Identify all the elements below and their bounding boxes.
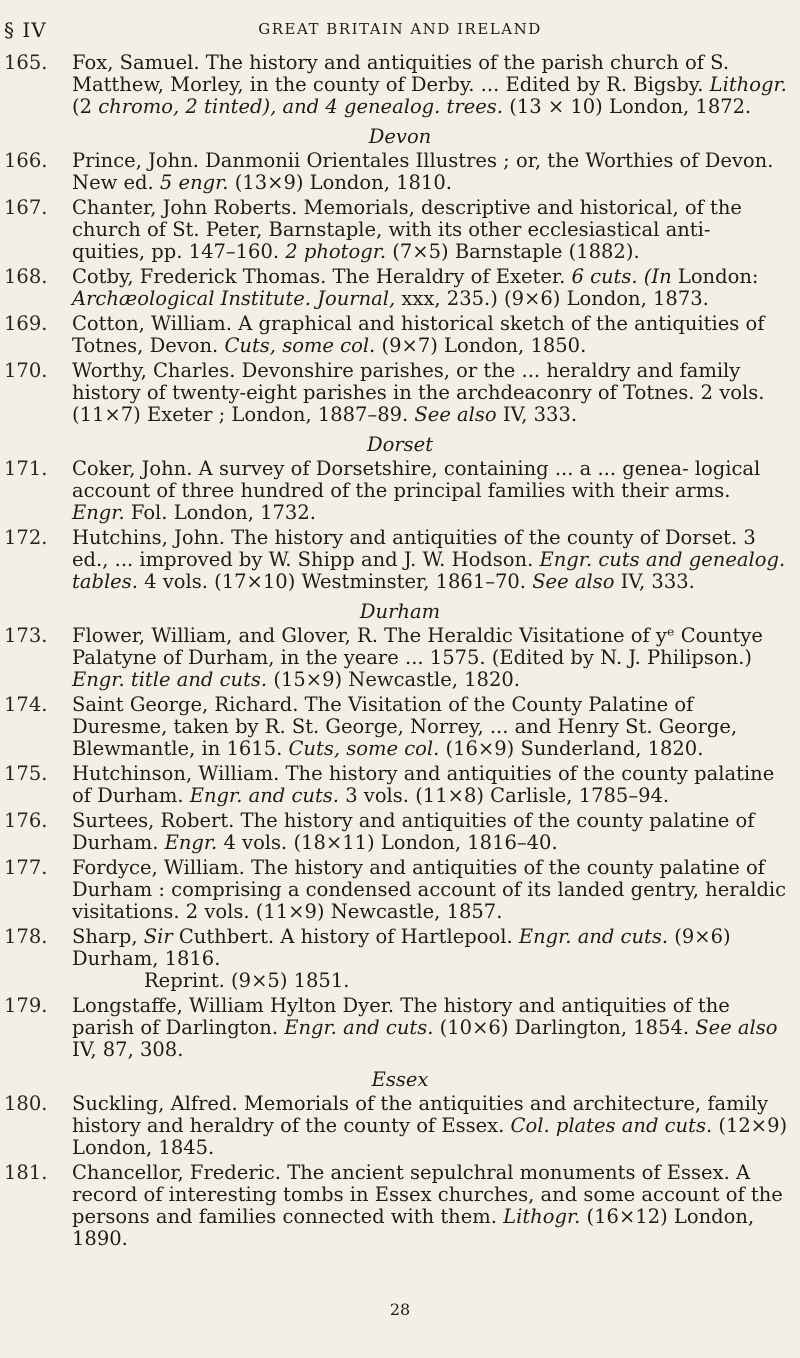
section-heading-essex: Essex: [371, 1068, 429, 1091]
entry-segment: Coker, John. A survey of Dorsetshire, containing ... a ... genea- logical account of three hundred of the principal families with their arms.: [72, 457, 761, 502]
entry-segment: (16×9) Sunderland, 1820.: [439, 737, 704, 760]
catalogue-entry: [0, 150, 800, 194]
entry-text: [72, 313, 788, 357]
entry-text: [72, 266, 788, 310]
entry-italic-segment: Engr. title and cuts.: [72, 668, 268, 691]
catalogue-entry: [0, 857, 800, 923]
entry-segment: Worthy, Charles. Devonshire parishes, or the ... heraldry and family history of twenty-eight parishes in the archdeaconry of Totnes. 2 vols. (11×7) Exeter ; London, 1887–89.: [72, 359, 765, 426]
entry-text: [72, 52, 788, 118]
entry-italic-segment: Engr. and cuts.: [189, 784, 339, 807]
entry-text: [72, 360, 788, 426]
entry-segment: Longstaffe, William Hylton Dyer. The history and antiquities of the parish of Darlington.: [72, 994, 730, 1039]
entries-group-durham: [0, 625, 800, 1064]
page-header: [0, 10, 800, 46]
entry-text: [72, 694, 788, 760]
entry-number: 174.: [4, 693, 48, 716]
section-heading-durham: Durham: [359, 600, 441, 623]
catalogue-entry: [0, 266, 800, 310]
entry-italic-segment: See also: [532, 570, 615, 593]
entry-segment: Flower, William, and Glover, R. The Heraldic Visitatione of yᵉ Countye Palatyne of Durham, in the yeare ... 1575. (Edited by N. J. Philipson.): [72, 624, 763, 669]
entry-number: 175.: [4, 762, 48, 785]
entry-number: 165.: [4, 51, 48, 74]
catalogue-entry: [0, 313, 800, 357]
entry-italic-segment: 2 photogr.: [285, 240, 387, 263]
entry-segment: London:: [671, 265, 759, 288]
entry-italic-segment: Cuts, some col.: [224, 334, 376, 357]
entry-number: 169.: [4, 312, 48, 335]
entry-italic-segment: Engr.: [164, 831, 218, 854]
entry-text: [72, 1093, 788, 1159]
catalogue-entry: [0, 1162, 800, 1250]
entry-italic-segment: Engr. and cuts.: [284, 1016, 434, 1039]
section-heading-dorset: Dorset: [366, 433, 434, 456]
entry-italic-segment: Engr. cuts and genealog. tables.: [72, 548, 786, 593]
entry-number: 170.: [4, 359, 48, 382]
entries-group-essex: [0, 1093, 800, 1253]
entry-italic-segment: 6 cuts. (In: [571, 265, 672, 288]
entry-italic-segment: Engr.: [72, 501, 125, 524]
entry-segment: 4 vols. (17×10) Westminster, 1861–70.: [137, 570, 533, 593]
entry-segment: Chanter, John Roberts. Memorials, descriptive and historical, of the church of St. Peter, Barnstaple, with its other ecclesiastical anti- quities, pp. 147–160.: [72, 196, 742, 263]
entry-segment: (13 × 10) London, 1872.: [503, 95, 752, 118]
entry-segment: (7×5) Barnstaple (1882).: [386, 240, 640, 263]
entry-italic-segment: Lithogr.: [709, 73, 787, 96]
entry-reprint-note: Reprint. (9×5) 1851.: [144, 969, 350, 992]
entry-number: 171.: [4, 457, 48, 480]
catalogue-entry: [0, 458, 800, 524]
entry-text: [72, 625, 788, 691]
entry-segment: Cuthbert. A history of Hartlepool.: [172, 925, 519, 948]
entry-segment: 3 vols. (11×8) Carlisle, 1785–94.: [339, 784, 670, 807]
entries-group-a: [0, 52, 800, 121]
entry-segment: Fox, Samuel. The history and antiquities of the parish church of S. Matthew, Morley, in the county of Derby. ... Edited by R. Bigsby.: [72, 51, 730, 96]
entry-segment: Cotton, William. A graphical and historical sketch of the antiquities of Totnes, Devon.: [72, 312, 765, 357]
entry-text: [72, 857, 788, 923]
entry-italic-segment: Col. plates and cuts.: [510, 1114, 713, 1137]
entry-segment: IV, 333.: [496, 403, 578, 426]
catalogue-entry: [0, 52, 800, 118]
entry-segment: (9×6) Durham, 1816.: [72, 925, 731, 970]
entry-segment: Sharp,: [72, 925, 144, 948]
entry-text: [72, 926, 788, 992]
entry-number: 176.: [4, 809, 48, 832]
entry-number: 167.: [4, 196, 48, 219]
catalogue-entry: [0, 763, 800, 807]
entry-number: 180.: [4, 1092, 48, 1115]
entry-text: [72, 197, 788, 263]
entry-text: [72, 763, 788, 807]
entry-segment: Fordyce, William. The history and antiquities of the county palatine of Durham : comprising a condensed account of its landed gentry, heraldic visitations. 2 vols. (11×9) Newcastle, 1857.: [72, 856, 787, 923]
entry-italic-segment: 5 engr.: [159, 171, 229, 194]
running-title: GREAT BRITAIN AND IRELAND: [258, 20, 542, 38]
entry-italic-segment: Engr. and cuts.: [518, 925, 669, 948]
catalogue-entry: [0, 360, 800, 426]
entry-italic-segment: Sir: [143, 925, 173, 948]
entry-number: 173.: [4, 624, 48, 647]
entry-segment: (12×9) London, 1845.: [72, 1114, 788, 1159]
entry-number: 179.: [4, 994, 48, 1017]
entry-number: 168.: [4, 265, 48, 288]
entry-segment: (13×9) London, 1810.: [228, 171, 452, 194]
entry-segment: xxx, 235.) (9×6) London, 1873.: [395, 287, 709, 310]
entries-group-devon: [0, 150, 800, 429]
entry-segment: Prince, John. Danmonii Orientales Illustres ; or, the Worthies of Devon. New ed.: [72, 149, 774, 194]
entry-segment: Cotby, Frederick Thomas. The Heraldry of Exeter.: [72, 265, 572, 288]
entry-segment: Saint George, Richard. The Visitation of the County Palatine of Duresme, taken by R. St. George, Norrey, ... and Henry St. George, Blewmantle, in 1615.: [72, 693, 738, 760]
entry-segment: Chancellor, Frederic. The ancient sepulchral monuments of Essex. A record of interesting tombs in Essex churches, and some account of the persons and families connected with them.: [72, 1161, 783, 1228]
entry-segment: (2: [72, 95, 99, 118]
entry-text: [72, 995, 788, 1061]
catalogue-entry: [0, 694, 800, 760]
catalogue-entry: [0, 926, 800, 992]
entry-italic-segment: Archæological Institute. Journal,: [72, 287, 396, 310]
entry-number: 177.: [4, 856, 48, 879]
section-mark: § IV: [4, 18, 47, 42]
entry-text: [72, 150, 788, 194]
entries-group-dorset: [0, 458, 800, 596]
catalogue-entry: [0, 625, 800, 691]
entry-segment: (16×12) London, 1890.: [72, 1205, 755, 1250]
entry-italic-segment: Cuts, some col.: [288, 737, 440, 760]
entry-segment: Surtees, Robert. The history and antiquities of the county palatine of Durham.: [72, 809, 755, 854]
entry-number: 178.: [4, 925, 48, 948]
entry-italic-segment: Lithogr.: [503, 1205, 581, 1228]
entry-text: [72, 810, 788, 854]
entry-italic-segment: See also: [695, 1016, 778, 1039]
entry-segment: (15×9) Newcastle, 1820.: [267, 668, 520, 691]
entry-segment: IV, 333.: [614, 570, 695, 593]
catalogue-entry: [0, 995, 800, 1061]
entry-number: 166.: [4, 149, 48, 172]
entry-text: [72, 1162, 788, 1250]
entry-segment: Fol. London, 1732.: [124, 501, 316, 524]
entry-segment: (10×6) Darlington, 1854.: [433, 1016, 696, 1039]
entry-segment: Hutchinson, William. The history and antiquities of the county palatine of Durham.: [72, 762, 775, 807]
entry-number: 172.: [4, 526, 48, 549]
entry-italic-segment: chromo, 2 tinted), and 4 genealog. trees.: [98, 95, 504, 118]
entry-text: [72, 527, 788, 593]
entry-segment: IV, 87, 308.: [72, 1038, 184, 1061]
catalogue-entry: [0, 197, 800, 263]
catalogue-entry: [0, 527, 800, 593]
catalogue-entry: [0, 810, 800, 854]
entry-segment: (9×7) London, 1850.: [375, 334, 587, 357]
entry-segment: Suckling, Alfred. Memorials of the antiquities and architecture, family history and heraldry of the county of Essex.: [72, 1092, 769, 1137]
entry-text: [72, 458, 788, 524]
entry-segment: Hutchins, John. The history and antiquities of the county of Dorset. 3 ed., ... improved by W. Shipp and J. W. Hodson.: [72, 526, 756, 571]
entry-italic-segment: See also: [414, 403, 497, 426]
section-heading-devon: Devon: [368, 125, 432, 148]
entry-segment: 4 vols. (18×11) London, 1816–40.: [217, 831, 558, 854]
page-number: 28: [389, 1300, 411, 1319]
catalogue-entry: [0, 1093, 800, 1159]
entry-number: 181.: [4, 1161, 48, 1184]
entry-list: [0, 52, 800, 1253]
